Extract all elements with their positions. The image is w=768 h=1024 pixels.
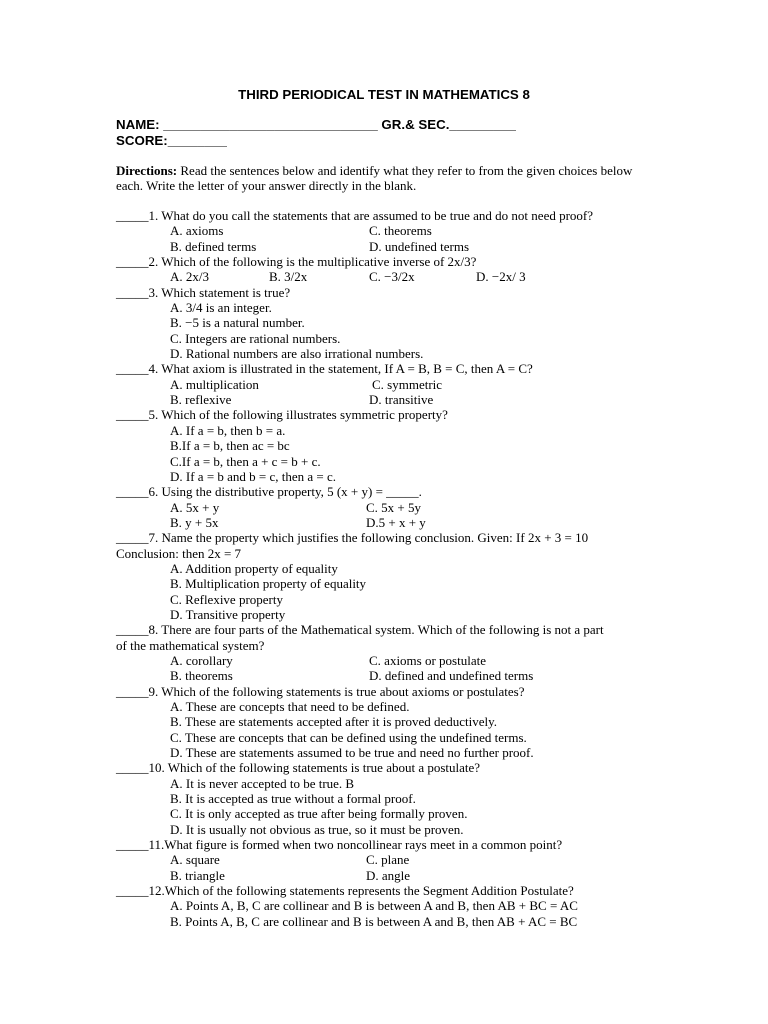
score-line: SCORE:________ bbox=[116, 133, 227, 148]
choice-row bbox=[116, 576, 656, 591]
choice-row bbox=[116, 791, 656, 806]
answer-choice: B. theorems bbox=[170, 668, 233, 684]
choice-row bbox=[116, 868, 656, 883]
choice-row bbox=[116, 745, 656, 760]
answer-choice: A. 3/4 is an integer. bbox=[170, 300, 272, 316]
directions bbox=[116, 163, 656, 194]
answer-choice: B. y + 5x bbox=[170, 514, 219, 530]
directions-label: Directions: bbox=[116, 163, 178, 178]
choice-row bbox=[116, 776, 656, 791]
answer-choice: B. Multiplication property of equality bbox=[170, 576, 367, 592]
answer-choice: A. Addition property of equality bbox=[170, 560, 338, 576]
choice-row bbox=[116, 852, 656, 867]
choice-row bbox=[116, 423, 656, 438]
choice-row bbox=[116, 392, 656, 407]
name-section-line: NAME: _____________________________ GR.& SEC._________ bbox=[116, 117, 516, 132]
choice-row bbox=[116, 300, 656, 315]
answer-choice: D.5 + x + y bbox=[366, 514, 426, 530]
answer-choice: C. symmetric bbox=[372, 376, 443, 392]
choice-row bbox=[116, 607, 656, 622]
question-text: _____7. Name the property which justifies the following conclusion. Given: If 2x + 3 = 10 bbox=[116, 530, 589, 546]
question-text: _____1. What do you call the statements that are assumed to be true and do not need proof? bbox=[116, 208, 594, 223]
choice-row bbox=[116, 239, 656, 254]
choice-row bbox=[116, 500, 656, 515]
answer-choice: B. triangle bbox=[170, 867, 225, 883]
answer-choice: D. −2x/ 3 bbox=[476, 269, 526, 285]
answer-choice: D. transitive bbox=[369, 392, 434, 408]
answer-choice: A. square bbox=[170, 852, 220, 868]
choice-row bbox=[116, 438, 656, 453]
answer-choice: A. It is never accepted to be true. B bbox=[170, 775, 355, 791]
answer-choice: A. corollary bbox=[170, 652, 233, 668]
choice-row bbox=[116, 730, 656, 745]
choice-row bbox=[116, 454, 656, 469]
page-title: THIRD PERIODICAL TEST IN MATHEMATICS 8 bbox=[238, 87, 530, 102]
question-text: _____12.Which of the following statements represents the Segment Addition Postulate? bbox=[116, 883, 574, 899]
choice-row bbox=[116, 806, 656, 821]
choice-row bbox=[116, 699, 656, 714]
question-text: _____11.What figure is formed when two noncollinear rays meet in a common point? bbox=[116, 837, 563, 853]
answer-choice: D. Transitive property bbox=[170, 606, 286, 622]
answer-choice: A. axioms bbox=[170, 223, 224, 239]
choice-row bbox=[116, 653, 656, 668]
answer-choice: A. These are concepts that need to be defined. bbox=[170, 699, 410, 714]
answer-choice: D. Rational numbers are also irrational numbers. bbox=[170, 346, 424, 362]
answer-choice: C. −3/2x bbox=[369, 269, 415, 285]
answer-choice: B.If a = b, then ac = bc bbox=[170, 438, 290, 454]
answer-choice: C. theorems bbox=[369, 223, 432, 239]
choice-row bbox=[116, 822, 656, 837]
question-text: _____8. There are four parts of the Mathematical system. Which of the following is not a part bbox=[116, 622, 604, 638]
choice-row bbox=[116, 346, 656, 361]
answer-choice: D. defined and undefined terms bbox=[369, 668, 534, 684]
answer-choice: C. 5x + 5y bbox=[366, 499, 422, 515]
answer-choice: A. multiplication bbox=[170, 376, 259, 392]
question-text: _____2. Which of the following is the multiplicative inverse of 2x/3? bbox=[116, 254, 477, 270]
answer-choice: B. −5 is a natural number. bbox=[170, 315, 305, 331]
answer-choice: C. axioms or postulate bbox=[369, 652, 486, 668]
question-text: _____9. Which of the following statements is true about axioms or postulates? bbox=[116, 683, 525, 699]
answer-choice: A. Points A, B, C are collinear and B is between A and B, then AB + BC = AC bbox=[170, 898, 578, 914]
choice-row bbox=[116, 223, 656, 238]
answer-choice: D. If a = b and b = c, then a = c. bbox=[170, 468, 337, 484]
answer-choice: D. undefined terms bbox=[369, 238, 470, 254]
question-text: _____10. Which of the following statements is true about a postulate? bbox=[116, 760, 481, 776]
answer-choice: B. 3/2x bbox=[269, 269, 308, 285]
answer-choice: C. These are concepts that can be defined using the undefined terms. bbox=[170, 729, 527, 745]
answer-choice: C. plane bbox=[366, 852, 410, 868]
choice-row bbox=[116, 377, 656, 392]
choice-row bbox=[116, 714, 656, 729]
choice-row bbox=[116, 469, 656, 484]
question-text: of the mathematical system? bbox=[116, 637, 265, 653]
answer-choice: C. Integers are rational numbers. bbox=[170, 330, 341, 346]
choice-row bbox=[116, 315, 656, 330]
directions-text: Read the sentences below and identify what they refer to from the given choices below each. Write the letter of your answer directly in the blank. bbox=[116, 163, 633, 194]
choice-row bbox=[116, 561, 656, 576]
question-text: _____3. Which statement is true? bbox=[116, 284, 291, 300]
choice-row bbox=[116, 592, 656, 607]
choice-row bbox=[116, 668, 656, 683]
answer-choice: A. If a = b, then b = a. bbox=[170, 422, 286, 438]
answer-choice: B. reflexive bbox=[170, 392, 232, 408]
answer-choice: D. It is usually not obvious as true, so it must be proven. bbox=[170, 821, 464, 837]
choice-row bbox=[116, 898, 656, 913]
answer-choice: C.If a = b, then a + c = b + c. bbox=[170, 453, 321, 469]
choice-row bbox=[116, 914, 656, 929]
answer-choice: B. It is accepted as true without a formal proof. bbox=[170, 791, 416, 807]
answer-choice: B. These are statements accepted after it is proved deductively. bbox=[170, 714, 498, 730]
answer-choice: B. defined terms bbox=[170, 238, 257, 254]
question-text: Conclusion: then 2x = 7 bbox=[116, 545, 242, 561]
question-text: _____5. Which of the following illustrates symmetric property? bbox=[116, 407, 448, 423]
choice-row bbox=[116, 515, 656, 530]
answer-choice: D. angle bbox=[366, 867, 411, 883]
answer-choice: A. 5x + y bbox=[170, 499, 220, 515]
question-list bbox=[116, 208, 656, 929]
question-text: _____6. Using the distributive property, 5 (x + y) = _____. bbox=[116, 484, 422, 500]
answer-choice: A. 2x/3 bbox=[170, 269, 209, 285]
choice-row bbox=[116, 269, 656, 284]
answer-choice: B. Points A, B, C are collinear and B is between A and B, then AB + AC = BC bbox=[170, 913, 578, 929]
answer-choice: C. Reflexive property bbox=[170, 591, 283, 607]
answer-choice: D. These are statements assumed to be true and need no further proof. bbox=[170, 745, 534, 761]
answer-choice: C. It is only accepted as true after being formally proven. bbox=[170, 806, 468, 822]
choice-row bbox=[116, 331, 656, 346]
question-text: _____4. What axiom is illustrated in the statement, If A = B, B = C, then A = C? bbox=[116, 361, 533, 377]
